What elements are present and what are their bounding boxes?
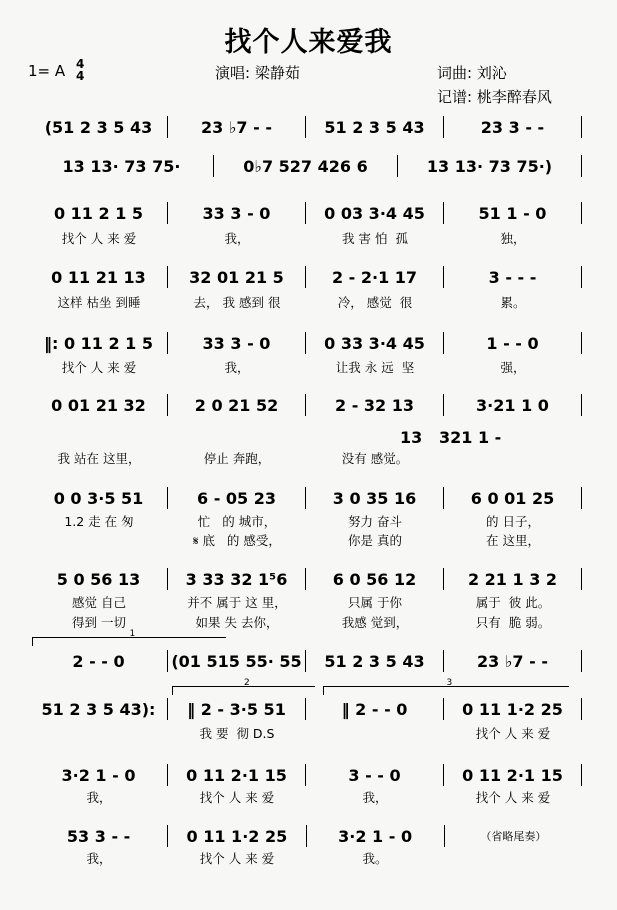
measure: ‖ 2 - 3·5 51: [168, 698, 306, 720]
lyrics-line: [30, 531, 582, 547]
measure: 0 0 3·5 51: [30, 487, 168, 509]
lyric-segment: 找个 人 来 爱: [199, 790, 275, 805]
lyrics-line: [30, 512, 582, 528]
measure: 6 0 56 12: [306, 568, 444, 590]
lyrics-line: [30, 613, 582, 629]
measure: 3·2 1 - 0: [30, 764, 168, 786]
measure: 0 11 2·1 15: [168, 764, 306, 786]
measure: 0 33 3·4 45: [306, 332, 444, 354]
measure: (01 515 55· 55: [168, 650, 306, 672]
lyrics-line: [30, 358, 582, 374]
measure: 51 1 - 0: [444, 202, 582, 224]
lyrics-line: [30, 229, 582, 245]
measure: 51 2 3 5 43):: [30, 698, 168, 720]
measure: 0 11 2 1 5: [30, 202, 168, 224]
singer-credit: 演唱: 梁静茹: [215, 64, 300, 82]
measure: 0 11 1·2 25: [444, 698, 582, 720]
staff-row: [30, 332, 582, 354]
measure: 0 03 3·4 45: [306, 202, 444, 224]
staff-row: [30, 650, 582, 672]
time-sig-top: 4: [76, 57, 85, 71]
measure: 2 - - 0: [30, 650, 168, 672]
measure: 6 - 05 23: [168, 487, 306, 509]
lyric-segment: 1.2 走 在 匆: [64, 514, 134, 529]
lyrics-line: [30, 293, 582, 309]
lyric-segment: 只有 脆 弱。: [475, 615, 551, 630]
measure: 6 0 01 25: [444, 487, 582, 509]
measure: 2 - 32 13: [306, 394, 444, 416]
lyric-segment: 找个 人 来 爱: [61, 231, 137, 246]
staff-row: [30, 698, 582, 720]
measure: 53 3 - -: [30, 825, 168, 847]
staff-row: [30, 394, 582, 416]
lyrics-line: [30, 724, 582, 740]
lyric-segment: [444, 849, 582, 865]
measure: 3 0 35 16: [306, 487, 444, 509]
lyric-segment: [30, 531, 168, 547]
lyric-segment: 属于 彼 此。: [475, 595, 551, 610]
measure: 0♭7 527 426 6: [214, 155, 398, 177]
volta-label: 3: [446, 678, 453, 688]
lyric-segment: 没有 感觉。: [341, 451, 409, 466]
staff-row: [30, 825, 582, 847]
lyric-segment: 我，: [362, 790, 388, 805]
lyric-segment: 这样 枯坐 到睡: [57, 295, 141, 310]
measure: 3·21 1 0: [444, 394, 582, 416]
measure: ‖ 2 - - 0: [306, 698, 444, 720]
measure: 23 ♭7 - -: [168, 116, 306, 138]
measure: 2 21 1 3 2: [444, 568, 582, 590]
lyrics-line: [30, 449, 582, 465]
lyric-segment: 停止 奔跑，: [203, 451, 271, 466]
measure: 51 2 3 5 43: [306, 116, 444, 138]
lyric-segment: [30, 724, 168, 740]
staff-row: [30, 202, 582, 224]
measure: 13 13· 73 75·): [398, 155, 582, 177]
lyric-segment: [306, 724, 444, 740]
measure: 51 2 3 5 43: [306, 650, 444, 672]
measure: 3 33 32 1⁵6: [168, 568, 306, 590]
lyric-segment: 努力 奋斗: [348, 514, 402, 529]
staff-row: [30, 764, 582, 786]
staff-row: [30, 116, 582, 138]
measure: 33 3 - 0: [168, 202, 306, 224]
measure: (51 2 3 5 43: [30, 116, 168, 138]
lyric-segment: 如果 失 去你，: [195, 615, 279, 630]
measure: 2 - 2·1 17: [306, 266, 444, 288]
measure: 13 13· 73 75·: [30, 155, 214, 177]
volta-bracket-1: [32, 629, 226, 646]
lyric-segment: 让我 永 远 坚: [335, 360, 415, 375]
lyric-segment: 得到 一切: [72, 615, 126, 630]
composer-credit: 词曲: 刘沁: [437, 64, 507, 82]
lyric-segment: 我。: [362, 851, 388, 866]
measure: 3 - - -: [444, 266, 582, 288]
measure: 3 - - 0: [306, 764, 444, 786]
lyric-segment: 我，: [86, 851, 112, 866]
time-signature: [76, 58, 84, 82]
song-title: 找个人来爱我: [224, 27, 393, 58]
lyric-segment: 我，: [224, 231, 250, 246]
staff-row: [30, 266, 582, 288]
lyric-segment: 找个 人 来 爱: [475, 726, 551, 741]
lyric-segment: [444, 449, 582, 465]
lyric-segment: 你是 真的: [348, 533, 402, 548]
measure: （省略尾奏）: [480, 830, 547, 843]
measure: 1 - - 0: [444, 332, 582, 354]
measure: 23 3 - -: [444, 116, 582, 138]
lyric-segment: 找个 人 来 爱: [199, 851, 275, 866]
lyrics-line: [30, 788, 582, 804]
time-sig-bottom: 4: [76, 69, 85, 83]
lyric-segment: 在 这里，: [486, 533, 540, 548]
lyric-segment: 𝄋 底 的 感受，: [193, 533, 281, 548]
lyric-segment: 累。: [500, 295, 526, 310]
volta-bracket-3: [323, 678, 569, 695]
lyric-segment: 我，: [224, 360, 250, 375]
lyric-segment: 并不 属于 这 里，: [187, 595, 287, 610]
measure: 3·2 1 - 0: [307, 825, 445, 847]
notator-credit: 记谱: 桃李醉春风: [437, 88, 552, 106]
lyric-segment: 我 要 彻 D.S: [199, 726, 275, 741]
volta-label: 2: [244, 678, 250, 688]
measure: 5 0 56 13: [30, 568, 168, 590]
lyric-segment: 只属 于你: [348, 595, 402, 610]
lyric-segment: 我 害 怕 孤: [342, 231, 408, 246]
measure: 0 11 1·2 25: [168, 825, 306, 847]
lyric-segment: 的 日子，: [486, 514, 540, 529]
lyric-segment: 忙 的 城市，: [197, 514, 277, 529]
lyric-segment: 我，: [86, 790, 112, 805]
measure: 0 11 21 13: [30, 266, 168, 288]
lyrics-line: [30, 593, 582, 609]
alternate-ending-notes: 13 321 1 -: [400, 427, 502, 447]
volta-bracket-2: [172, 678, 315, 695]
measure: 33 3 - 0: [168, 332, 306, 354]
staff-row: [30, 568, 582, 590]
key-signature: 1= A: [28, 62, 66, 80]
measure: 0 11 2·1 15: [444, 764, 582, 786]
lyric-segment: 我感 觉到，: [341, 615, 409, 630]
staff-row: [30, 487, 582, 509]
measure: 0 01 21 32: [30, 394, 168, 416]
lyric-segment: 冷， 感觉 很: [337, 295, 413, 310]
lyric-segment: 强，: [500, 360, 526, 375]
staff-row: [30, 155, 582, 177]
lyric-segment: 我 站在 这里，: [57, 451, 141, 466]
measure: 23 ♭7 - -: [444, 650, 582, 672]
lyric-segment: 感觉 自己: [72, 595, 126, 610]
lyric-segment: 独，: [500, 231, 526, 246]
lyrics-line: [30, 849, 582, 865]
lyric-segment: 找个 人 来 爱: [475, 790, 551, 805]
measure: ‖: 0 11 2 1 5: [30, 332, 168, 354]
measure: 32 01 21 5: [168, 266, 306, 288]
lyric-segment: 去， 我 感到 很: [193, 295, 281, 310]
volta-label: 1: [129, 629, 136, 639]
measure: 2 0 21 52: [168, 394, 306, 416]
lyric-segment: 找个 人 来 爱: [61, 360, 137, 375]
